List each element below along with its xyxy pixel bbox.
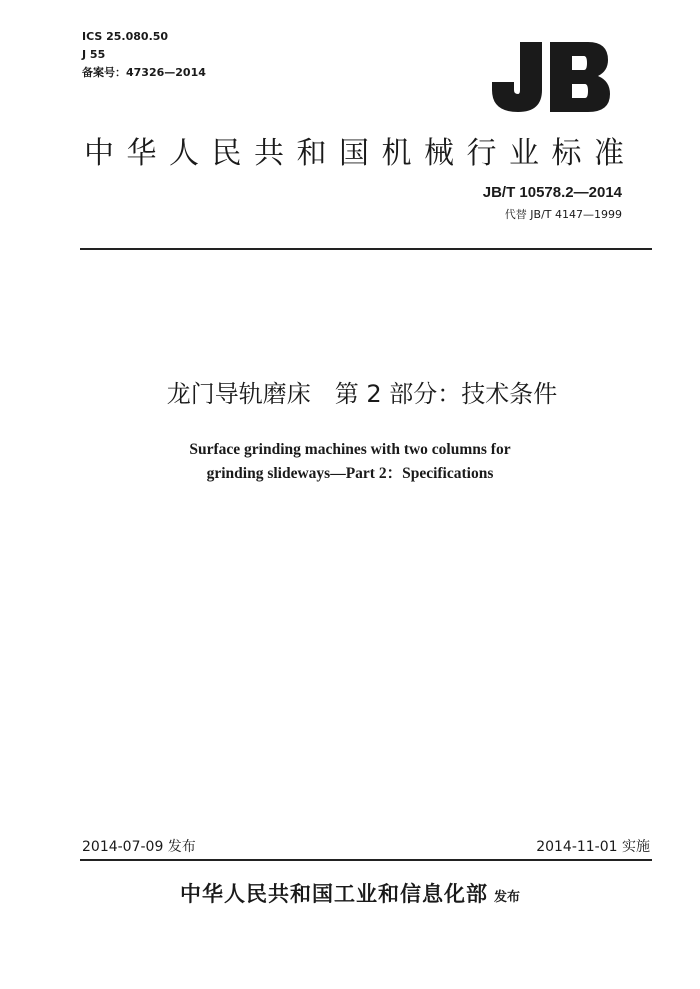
title-chinese: 龙门导轨磨床 第 2 部分：技术条件: [166, 380, 558, 408]
ics-code: ICS 25.080.50: [82, 30, 169, 43]
implementation-date: 2014-11-01 实施: [536, 839, 650, 855]
publisher: [0, 878, 700, 908]
replaces-standard: 代替 JB/T 4147—1999: [504, 208, 622, 221]
title-english-line-2: grinding slideways—Part 2：Specifications: [206, 465, 494, 482]
jb-logo: [488, 40, 612, 114]
title-english: [0, 438, 700, 486]
filing-number: 备案号：47326—2014: [82, 66, 206, 79]
standard-code: JB/T 10578.2—2014: [482, 184, 622, 201]
top-divider: [80, 248, 652, 250]
ccs-code: J 55: [82, 48, 106, 61]
jb-logo-letter-j: [492, 42, 542, 112]
issue-date: 2014-07-09 发布: [82, 839, 196, 855]
publisher-label: 发布: [493, 890, 520, 905]
standard-type-title: 中华人民共和国机械行业标准: [84, 136, 637, 171]
jb-logo-letter-b: [550, 42, 610, 112]
classification-block: [82, 28, 206, 82]
bottom-divider: [80, 859, 652, 861]
publisher-organization: 中华人民共和国工业和信息化部: [179, 882, 488, 906]
title-english-line-1: Surface grinding machines with two columns for: [189, 441, 511, 458]
